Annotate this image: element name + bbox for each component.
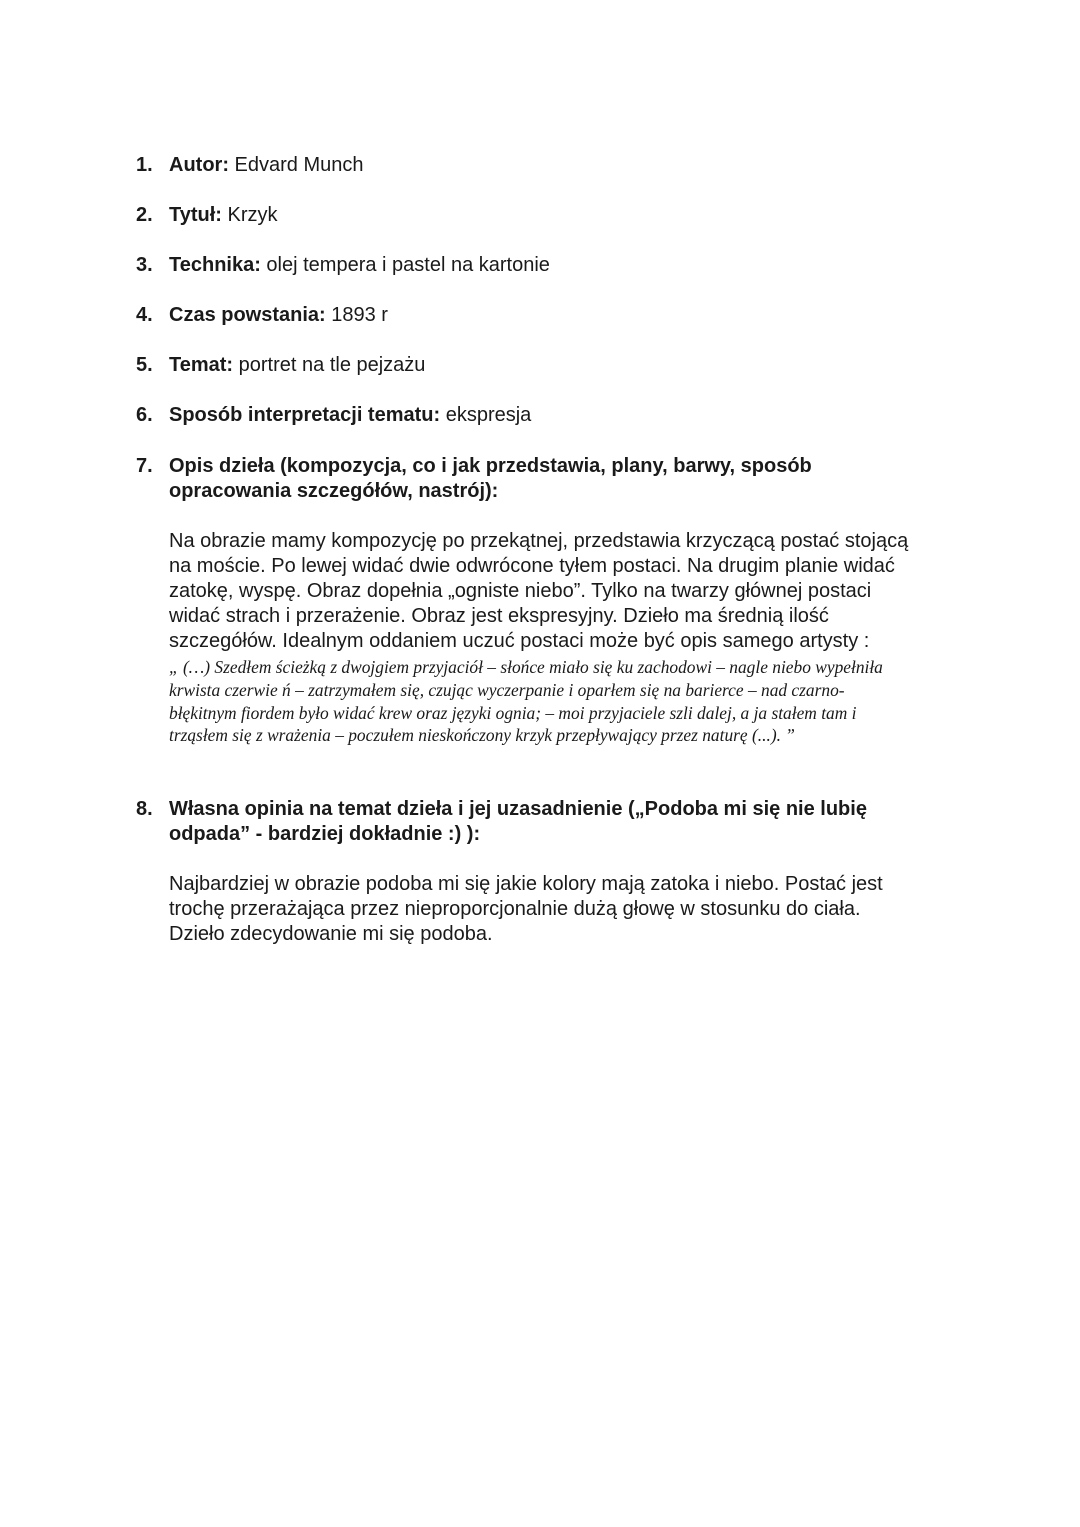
opinion-heading: Własna opinia na temat dzieła i jej uzasadnienie („Podoba mi się nie lubię odpada” - bardziej dokładnie :) ): [169,798,867,845]
title-value: Krzyk [221,204,278,226]
list-number: 6. [136,404,153,426]
list-number: 3. [136,254,153,276]
interpretation-value: ekspresja [440,404,532,426]
description-paragraph: Na obrazie mamy kompozycję po przekątnej, przedstawia krzyczącą postać stojącą na moście. Po lewej widać dwie odwrócone tyłem postaci. Na drugim planie widać zatokę, wyspę. Obraz dopełnia „ogniste niebo”. Tylko na twarzy głównej postaci widać strach i przerażenie. Obraz jest ekspresyjny. Dzieło ma średnią ilość szczegółów. Idealnym oddaniem uczuć postaci może być opis samego artysty : [169,530,909,652]
author-value: Edvard Munch [228,154,364,176]
list-number: 1. [136,154,153,176]
artist-quote: „ (…) Szedłem ścieżką z dwojgiem przyjaciół – słońce miało się ku zachodowi – nagle niebo wypełniła krwista czerwie ń – zatrzymałem się, czując wyczerpanie i oparłem się na barierce – nad czarno- błękitnym fiordem było widać krew oraz języki ognia; – moi przyjaciele szli dalej, a ja stałem tam i trząsłem się z wrażenia – poczułem nieskończony krzyk przepływający przez naturę (...). ” [169,657,883,746]
technique-label: Technika: [169,254,261,276]
date-value: 1893 r [325,304,388,326]
date-label: Czas powstania: [169,304,326,326]
description-heading: Opis dzieła (kompozycja, co i jak przedstawia, plany, barwy, sposób opracowania szczegółów, nastrój): [169,455,812,502]
author-label: Autor: [169,154,229,176]
list-number: 2. [136,204,153,226]
list-number: 4. [136,304,153,326]
subject-label: Temat: [169,354,234,376]
interpretation-label: Sposób interpretacji tematu: [169,404,441,426]
technique-value: olej tempera i pastel na kartonie [260,254,550,276]
opinion-paragraph: Najbardziej w obrazie podoba mi się jakie kolory mają zatoka i niebo. Postać jest trochę przerażająca przez nieproporcjonalnie dużą głowę w stosunku do ciała. Dzieło zdecydowanie mi się podoba. [169,873,883,945]
list-number: 7. [136,455,153,477]
list-number: 8. [136,798,153,820]
list-number: 5. [136,354,153,376]
subject-value: portret na tle pejzażu [233,354,426,376]
title-label: Tytuł: [169,204,222,226]
